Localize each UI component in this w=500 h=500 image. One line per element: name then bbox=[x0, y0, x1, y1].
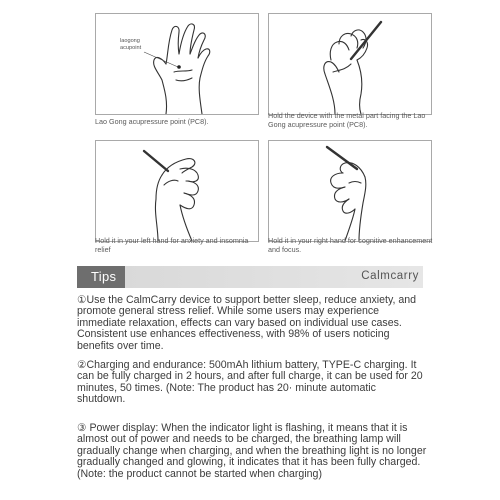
illustration-laogong-point bbox=[95, 13, 259, 115]
hand-holding-device-icon bbox=[269, 14, 431, 114]
caption-panel-2: Hold the device with the metal part facing the Lao Gong acupressure point (PC8). bbox=[268, 111, 426, 129]
right-hand-icon bbox=[269, 141, 431, 241]
illustration-left-hand bbox=[95, 140, 259, 242]
tips-label: Tips bbox=[91, 269, 117, 284]
caption-panel-3: Hold it in your left hand for anxiety and insomnia relief bbox=[95, 236, 249, 254]
caption-panel-1: Lao Gong acupressure point (PC8). bbox=[95, 117, 209, 126]
illustration-right-hand bbox=[268, 140, 432, 242]
tips-header-bar bbox=[77, 266, 423, 288]
tip-paragraph-2: ②Charging and endurance: 500mAh lithium battery, TYPE-C charging. It can be fully charged in 2 hours, and after full charge, it can be used for 20 minutes, 50 times. (Note: The product has 20· minute automatic shutdown. bbox=[77, 359, 423, 406]
brand-name: Calmcarry bbox=[361, 270, 419, 282]
illustration-hold-device bbox=[268, 13, 432, 115]
tip-paragraph-1: ①Use the CalmCarry device to support better sleep, reduce anxiety, and promote general stress relief. While some users may experience immediate relaxation, effects can vary based on individual use cases. Consistent use enhances effectiveness, with 98% of users noticing benefits over time. bbox=[77, 294, 417, 352]
open-hand-icon bbox=[96, 14, 258, 114]
annotation-laogong: laogong bbox=[120, 38, 140, 44]
tip-paragraph-3: ③ Power display: When the indicator light is flashing, it means that it is almost out of power and needs to be charged, the breathing lamp will gradually change when charging, and when the breathing light is no longer gradually changed and glowing, it indicates that it has been fully charged. (Note: the product cannot be started when charging) bbox=[77, 422, 427, 480]
caption-panel-4: Hold it in your right hand for cognitive enhancement and focus. bbox=[268, 236, 433, 254]
annotation-acupoint: acupoint bbox=[120, 45, 142, 51]
left-hand-icon bbox=[96, 141, 258, 241]
